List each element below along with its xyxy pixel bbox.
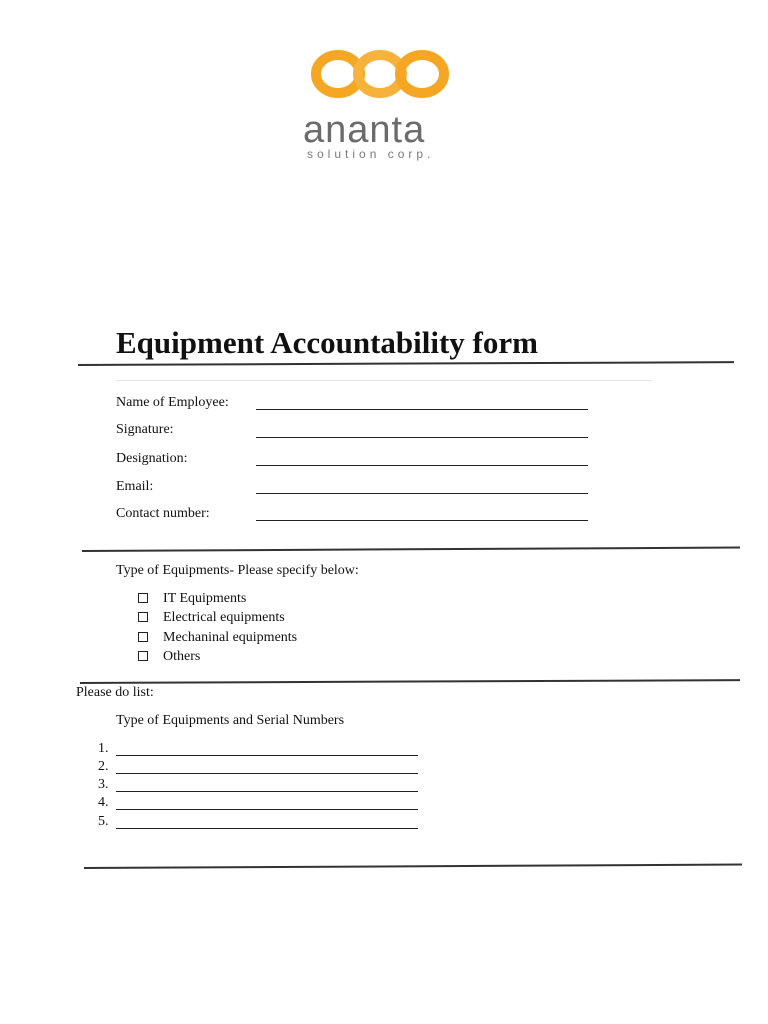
title-faint-divider xyxy=(116,380,652,381)
option-electrical-equipments: Electrical equipments xyxy=(163,610,285,625)
contact-number-label: Contact number: xyxy=(116,506,210,521)
company-logo-tagline: solution corp. xyxy=(307,147,435,161)
contact-number-field[interactable] xyxy=(256,520,588,521)
list-number: 4. xyxy=(98,795,109,810)
equipment-types-heading: Type of Equipments- Please specify below: xyxy=(116,563,359,578)
list-number: 1. xyxy=(98,741,109,756)
signature-label: Signature: xyxy=(116,422,174,437)
option-it-equipments: IT Equipments xyxy=(163,591,247,606)
equipment-divider xyxy=(80,679,740,683)
checkbox-mechanical-equipments[interactable] xyxy=(138,632,148,642)
fields-divider xyxy=(82,547,740,552)
checkbox-it-equipments[interactable] xyxy=(138,593,148,603)
checkbox-electrical-equipments[interactable] xyxy=(138,612,148,622)
list-number: 5. xyxy=(98,814,109,829)
list-entry-field[interactable] xyxy=(116,791,418,792)
list-entry-field[interactable] xyxy=(116,828,418,829)
list-number: 2. xyxy=(98,759,109,774)
list-intro: Please do list: xyxy=(76,685,154,700)
email-field[interactable] xyxy=(256,493,588,494)
checkbox-others[interactable] xyxy=(138,651,148,661)
list-heading: Type of Equipments and Serial Numbers xyxy=(116,713,345,728)
designation-label: Designation: xyxy=(116,451,188,466)
form-title: Equipment Accountability form xyxy=(116,325,538,360)
bottom-divider xyxy=(84,864,742,869)
option-others: Others xyxy=(163,649,201,664)
list-entry-field[interactable] xyxy=(116,755,418,756)
company-logo-wordmark: ananta xyxy=(303,109,426,151)
signature-field[interactable] xyxy=(256,437,588,438)
designation-field[interactable] xyxy=(256,465,588,466)
list-entry-field[interactable] xyxy=(116,773,418,774)
company-logo-mark xyxy=(300,40,460,108)
list-entry-field[interactable] xyxy=(116,809,418,810)
name-of-employee-field[interactable] xyxy=(256,409,588,410)
email-label: Email: xyxy=(116,479,154,494)
option-mechanical-equipments: Mechaninal equipments xyxy=(163,630,298,645)
list-number: 3. xyxy=(98,777,109,792)
name-of-employee-label: Name of Employee: xyxy=(116,395,229,410)
